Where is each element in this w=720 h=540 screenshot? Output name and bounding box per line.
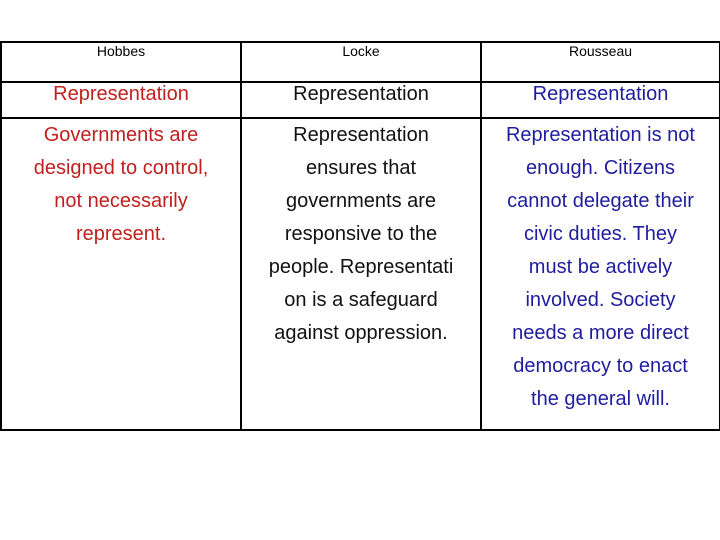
body-hobbes-text bbox=[2, 119, 240, 251]
body-line: cannot delegate their bbox=[507, 190, 694, 212]
body-line: must be actively bbox=[528, 256, 673, 278]
header-locke: Locke bbox=[241, 42, 481, 82]
body-line: responsive to the bbox=[284, 223, 438, 245]
body-line: against oppression. bbox=[274, 322, 448, 344]
body-rousseau bbox=[481, 118, 720, 430]
title-hobbes: Representation bbox=[1, 82, 241, 118]
body-line: needs a more direct bbox=[512, 322, 689, 344]
body-line: not necessarily bbox=[54, 190, 188, 212]
title-rousseau: Representation bbox=[481, 82, 720, 118]
body-line: Representation is not bbox=[505, 124, 695, 146]
body-line: designed to control, bbox=[33, 157, 209, 179]
body-line: ensures that bbox=[305, 157, 417, 179]
header-rousseau: Rousseau bbox=[481, 42, 720, 82]
body-row bbox=[1, 118, 720, 430]
body-line: the general will. bbox=[531, 388, 670, 410]
body-line: civic duties. They bbox=[523, 223, 678, 245]
body-rousseau-text bbox=[482, 119, 719, 416]
title-locke: Representation bbox=[241, 82, 481, 118]
body-locke bbox=[241, 118, 481, 430]
body-line: represent. bbox=[75, 223, 167, 245]
comparison-table bbox=[0, 41, 720, 431]
body-line: Representation bbox=[293, 124, 429, 146]
body-hobbes bbox=[1, 118, 241, 430]
body-line: enough. Citizens bbox=[526, 157, 675, 179]
body-locke-text bbox=[242, 119, 480, 350]
header-hobbes: Hobbes bbox=[1, 42, 241, 82]
body-line: involved. Society bbox=[525, 289, 676, 311]
body-line: Governments are bbox=[43, 124, 199, 146]
header-row bbox=[1, 42, 720, 82]
body-line: on is a safeguard bbox=[284, 289, 438, 311]
title-row bbox=[1, 82, 720, 118]
body-line: governments are bbox=[285, 190, 437, 212]
body-line: democracy to enact bbox=[513, 355, 688, 377]
body-line: people. Representati bbox=[268, 256, 454, 278]
